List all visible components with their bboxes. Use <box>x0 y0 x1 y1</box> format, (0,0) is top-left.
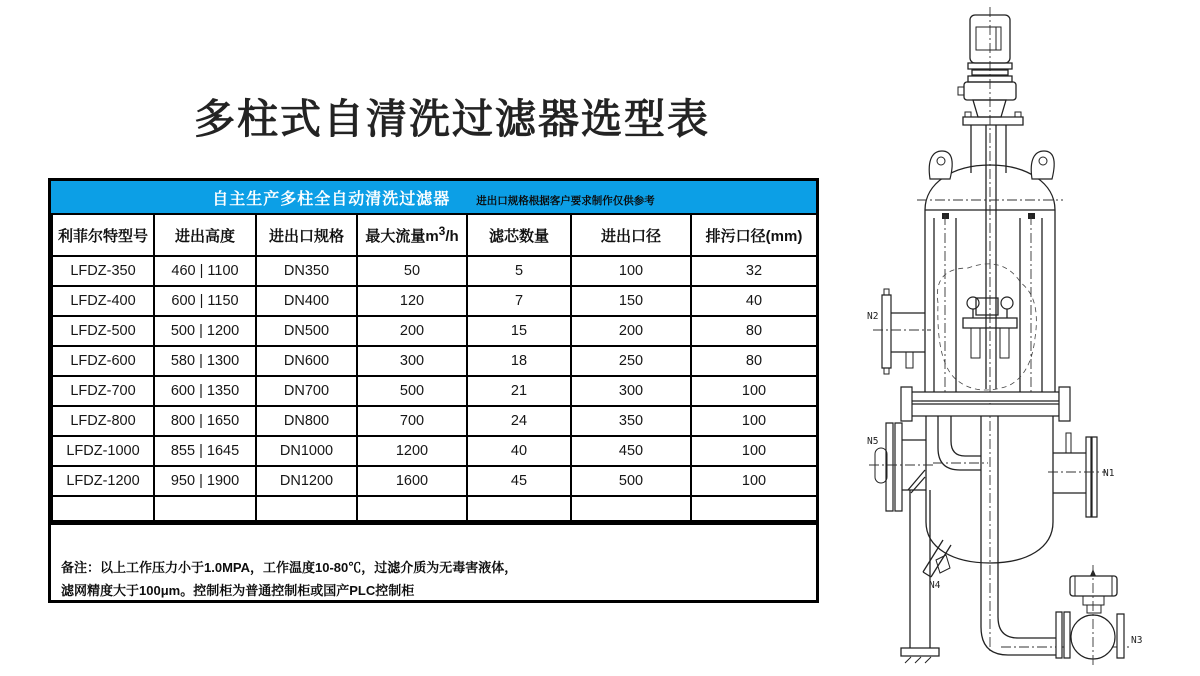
table-row <box>52 316 817 346</box>
table-cell: 45 <box>467 466 571 496</box>
empty-cell <box>357 496 467 521</box>
table-cell: LFDZ-1200 <box>52 466 154 496</box>
table-cell: 450 <box>571 436 691 466</box>
nozzle-n1 <box>1048 433 1115 517</box>
table-cell: 40 <box>467 436 571 466</box>
table-cell: 100 <box>691 436 817 466</box>
spec-table-head <box>52 214 817 256</box>
internal-elbow-pipe <box>933 416 988 470</box>
table-cell: 80 <box>691 316 817 346</box>
table-cell: 40 <box>691 286 817 316</box>
drain-valve <box>1056 565 1142 665</box>
table-row <box>52 466 817 496</box>
table-cell: DN1000 <box>256 436 357 466</box>
table-cell: DN700 <box>256 376 357 406</box>
table-cell: 50 <box>357 256 467 286</box>
table-row <box>52 256 817 286</box>
flow-superscript: 3 <box>438 223 446 238</box>
table-cell: 80 <box>691 346 817 376</box>
table-cell: LFDZ-800 <box>52 406 154 436</box>
empty-cell <box>256 496 357 521</box>
spec-table-grid <box>51 213 818 522</box>
table-cell: 100 <box>691 376 817 406</box>
table-cell: 350 <box>571 406 691 436</box>
table-cell: 18 <box>467 346 571 376</box>
nozzle-n2 <box>867 289 931 374</box>
table-cell: 460 | 1100 <box>154 256 256 286</box>
table-row <box>52 346 817 376</box>
col-header-model: 利菲尔特型号 <box>52 214 154 256</box>
col-header-spec: 进出口规格 <box>256 214 357 256</box>
table-cell: 7 <box>467 286 571 316</box>
table-cell: 500 <box>357 376 467 406</box>
table-cell: 600 | 1150 <box>154 286 256 316</box>
table-cell: 950 | 1900 <box>154 466 256 496</box>
table-cell: DN600 <box>256 346 357 376</box>
table-cell: 500 <box>571 466 691 496</box>
table-cell: 250 <box>571 346 691 376</box>
table-cell: 5 <box>467 256 571 286</box>
table-cell: DN400 <box>256 286 357 316</box>
gearbox <box>958 82 1023 125</box>
banner <box>51 181 816 213</box>
page-title: 多柱式自清洗过滤器选型表 <box>194 96 710 142</box>
table-cell: LFDZ-400 <box>52 286 154 316</box>
banner-title: 自主生产多柱全自动清洗过滤器 <box>212 190 451 208</box>
table-cell: 600 | 1350 <box>154 376 256 406</box>
internal-basket <box>937 264 1036 390</box>
table-cell: 200 <box>357 316 467 346</box>
col-header-drain: 排污口径(mm) <box>691 214 817 256</box>
table-cell: LFDZ-600 <box>52 346 154 376</box>
table-cell: LFDZ-700 <box>52 376 154 406</box>
spec-table-body <box>52 256 817 496</box>
col-header-height: 进出高度 <box>154 214 256 256</box>
table-cell: 580 | 1300 <box>154 346 256 376</box>
table-cell: 300 <box>357 346 467 376</box>
col-header-diameter: 进出口径 <box>571 214 691 256</box>
banner-note: 进出口规格根据客户要求制作仅供参考 <box>476 194 655 207</box>
table-cell: DN500 <box>256 316 357 346</box>
col-header-cartridges: 滤芯数量 <box>467 214 571 256</box>
header-row <box>52 214 817 256</box>
nozzle-label-n2: N2 <box>867 311 879 322</box>
table-cell: DN350 <box>256 256 357 286</box>
table-cell: LFDZ-350 <box>52 256 154 286</box>
filter-columns <box>934 213 1042 392</box>
empty-row <box>52 496 817 521</box>
table-cell: 32 <box>691 256 817 286</box>
notes-block <box>51 522 816 600</box>
table-cell: DN1200 <box>256 466 357 496</box>
table-cell: 855 | 1645 <box>154 436 256 466</box>
girth-flange <box>901 387 1070 421</box>
table-cell: 24 <box>467 406 571 436</box>
table-row <box>52 406 817 436</box>
support-leg <box>901 470 939 663</box>
nozzle-label-n4: N4 <box>929 580 941 591</box>
spec-table-footer <box>52 496 817 521</box>
table-cell: 700 <box>357 406 467 436</box>
spec-table <box>48 178 819 603</box>
empty-cell <box>571 496 691 521</box>
table-cell: 150 <box>571 286 691 316</box>
table-cell: 500 | 1200 <box>154 316 256 346</box>
table-cell: 1600 <box>357 466 467 496</box>
empty-cell <box>467 496 571 521</box>
col-header-flow: 最大流量$m^3/h$ <box>357 214 467 256</box>
empty-cell <box>154 496 256 521</box>
cleaning-mechanism <box>963 297 1017 358</box>
table-row <box>52 376 817 406</box>
nozzle-label-n3: N3 <box>1131 635 1143 646</box>
note-line: 备注：以上工作压力小于1.0MPA，工作温度10-80℃，过滤介质为无毒害液体， <box>61 560 518 575</box>
table-cell: 1200 <box>357 436 467 466</box>
empty-cell <box>691 496 817 521</box>
table-row <box>52 286 817 316</box>
nozzle-n5 <box>867 423 933 511</box>
lower-shell <box>926 416 1053 563</box>
table-cell: 15 <box>467 316 571 346</box>
filter-diagram <box>853 3 1163 673</box>
note-line: 滤网精度大于100μm。控制柜为普通控制柜或国产PLC控制柜 <box>61 583 415 598</box>
table-cell: LFDZ-1000 <box>52 436 154 466</box>
nozzle-label-n1: N1 <box>1103 468 1115 479</box>
empty-cell <box>52 496 154 521</box>
table-cell: DN800 <box>256 406 357 436</box>
nozzle-label-n5: N5 <box>867 436 879 447</box>
table-cell: 100 <box>691 406 817 436</box>
table-cell: 100 <box>691 466 817 496</box>
table-row <box>52 436 817 466</box>
table-cell: 800 | 1650 <box>154 406 256 436</box>
table-cell: LFDZ-500 <box>52 316 154 346</box>
table-cell: 200 <box>571 316 691 346</box>
table-cell: 120 <box>357 286 467 316</box>
table-cell: 21 <box>467 376 571 406</box>
table-cell: 100 <box>571 256 691 286</box>
table-cell: 300 <box>571 376 691 406</box>
